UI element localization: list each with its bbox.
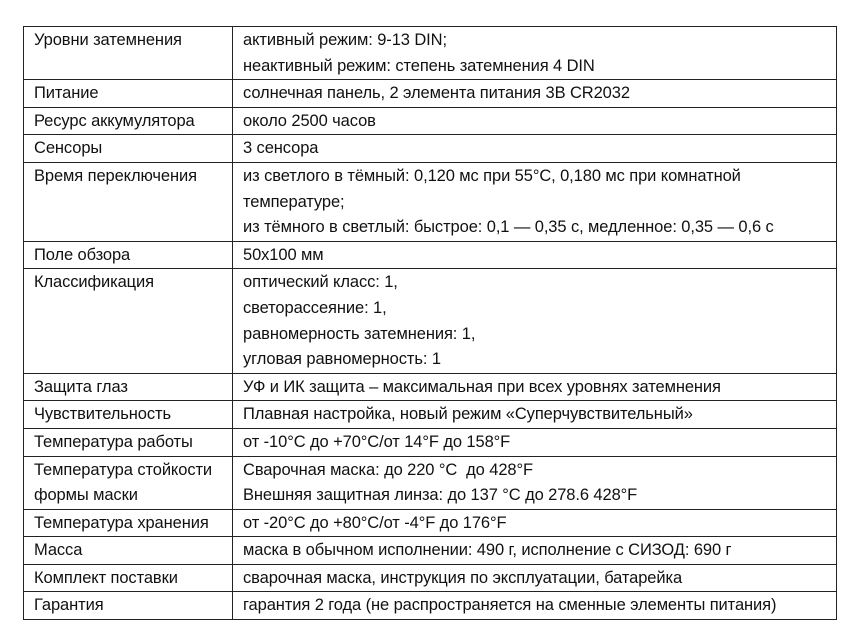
value-cell bbox=[233, 135, 837, 163]
parameter-value: УФ и ИК защита – максимальная при всех уровнях затемнения bbox=[243, 377, 721, 396]
parameter-label: Время переключения bbox=[34, 166, 197, 185]
parameter-cell bbox=[24, 401, 233, 429]
parameter-value: сварочная маска, инструкция по эксплуатации, батарейка bbox=[243, 568, 683, 587]
table-row bbox=[24, 456, 837, 509]
parameter-label: Ресурс аккумулятора bbox=[34, 111, 195, 130]
parameter-cell bbox=[24, 564, 233, 592]
value-cell bbox=[233, 107, 837, 135]
parameter-value: температуре; bbox=[243, 192, 345, 211]
parameter-cell bbox=[24, 135, 233, 163]
table-row bbox=[24, 269, 837, 373]
parameter-value: солнечная панель, 2 элемента питания 3В CR2032 bbox=[243, 84, 630, 103]
table-row bbox=[24, 509, 837, 537]
parameter-cell bbox=[24, 80, 233, 108]
parameter-label: Поле обзора bbox=[34, 245, 131, 264]
parameter-cell bbox=[24, 162, 233, 241]
parameter-value: угловая равномерность: 1 bbox=[243, 350, 441, 369]
parameter-value: Внешняя защитная линза: до 137 °С до 278.6 428°F bbox=[243, 486, 638, 505]
parameter-value: активный режим: 9-13 DIN; bbox=[243, 31, 447, 49]
parameter-cell bbox=[24, 107, 233, 135]
value-cell bbox=[233, 564, 837, 592]
parameter-cell bbox=[24, 509, 233, 537]
table-row bbox=[24, 162, 837, 241]
parameter-label: Сенсоры bbox=[34, 139, 103, 158]
parameter-value: светорассеяние: 1, bbox=[243, 298, 387, 317]
parameter-value: маска в обычном исполнении: 490 г, исполнение с СИЗОД: 690 г bbox=[243, 541, 732, 560]
table-row bbox=[24, 27, 837, 80]
parameter-cell bbox=[24, 269, 233, 373]
parameter-label: Масса bbox=[34, 541, 83, 560]
parameter-label: Уровни затемнения bbox=[34, 31, 182, 49]
parameter-cell bbox=[24, 27, 233, 80]
parameter-value: из светлого в тёмный: 0,120 мс при 55°С, 0,180 мс при комнатной bbox=[243, 166, 741, 185]
parameter-value: Сварочная маска: до 220 °С до 428°F bbox=[243, 460, 533, 479]
table-row bbox=[24, 373, 837, 401]
table-row bbox=[24, 592, 837, 620]
table-row bbox=[24, 537, 837, 565]
parameter-label: формы маски bbox=[34, 486, 138, 505]
parameter-cell bbox=[24, 537, 233, 565]
parameter-cell bbox=[24, 428, 233, 456]
parameter-value: около 2500 часов bbox=[243, 111, 376, 130]
value-cell bbox=[233, 592, 837, 620]
parameter-value: оптический класс: 1, bbox=[243, 273, 398, 292]
value-cell bbox=[233, 162, 837, 241]
specifications-table bbox=[23, 26, 837, 620]
parameter-value: равномерность затемнения: 1, bbox=[243, 324, 476, 343]
value-cell bbox=[233, 241, 837, 269]
value-cell bbox=[233, 269, 837, 373]
value-cell bbox=[233, 509, 837, 537]
value-cell bbox=[233, 456, 837, 509]
parameter-cell bbox=[24, 373, 233, 401]
parameter-label: Чувствительность bbox=[34, 405, 171, 424]
parameter-cell bbox=[24, 592, 233, 620]
parameter-label: Защита глаз bbox=[34, 377, 128, 396]
parameter-label: Питание bbox=[34, 84, 99, 103]
table-row bbox=[24, 107, 837, 135]
parameter-value: Плавная настройка, новый режим «Суперчувствительный» bbox=[243, 405, 693, 424]
parameter-label: Классификация bbox=[34, 273, 154, 292]
parameter-value: от -10°С до +70°С/от 14°F до 158°F bbox=[243, 432, 511, 451]
parameter-value: 50х100 мм bbox=[243, 245, 324, 264]
value-cell bbox=[233, 27, 837, 80]
table-row bbox=[24, 135, 837, 163]
parameter-cell bbox=[24, 456, 233, 509]
table-row bbox=[24, 241, 837, 269]
value-cell bbox=[233, 537, 837, 565]
parameter-value: неактивный режим: степень затемнения 4 DIN bbox=[243, 56, 595, 75]
parameter-label: Гарантия bbox=[34, 596, 104, 615]
parameter-label: Температура стойкости bbox=[34, 460, 213, 479]
table-row bbox=[24, 80, 837, 108]
value-cell bbox=[233, 401, 837, 429]
table-row bbox=[24, 564, 837, 592]
parameter-label: Температура работы bbox=[34, 432, 193, 451]
value-cell bbox=[233, 428, 837, 456]
value-cell bbox=[233, 373, 837, 401]
parameter-label: Комплект поставки bbox=[34, 568, 178, 587]
parameter-value: от -20°С до +80°С/от -4°F до 176°F bbox=[243, 513, 507, 532]
table-row bbox=[24, 401, 837, 429]
parameter-value: гарантия 2 года (не распространяется на сменные элементы питания) bbox=[243, 596, 777, 615]
specifications-table-body bbox=[24, 27, 837, 620]
parameter-value: из тёмного в светлый: быстрое: 0,1 — 0,35 с, медленное: 0,35 — 0,6 с bbox=[243, 218, 774, 237]
parameter-cell bbox=[24, 241, 233, 269]
parameter-value: 3 сенсора bbox=[243, 139, 319, 158]
parameter-label: Температура хранения bbox=[34, 513, 209, 532]
table-row bbox=[24, 428, 837, 456]
value-cell bbox=[233, 80, 837, 108]
